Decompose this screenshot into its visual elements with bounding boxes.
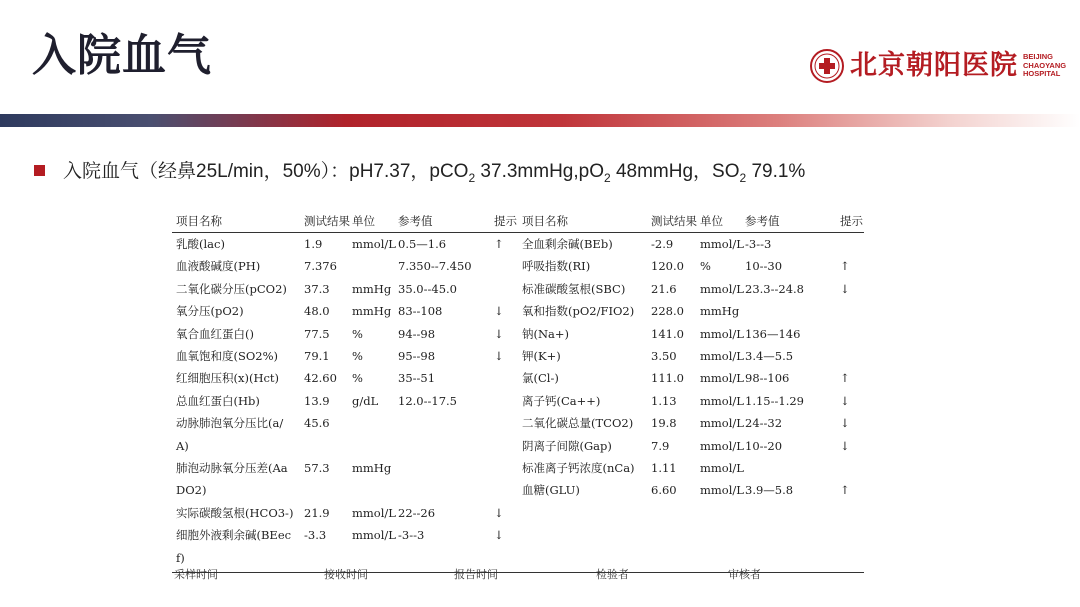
cell-ref: 23.3--24.8 <box>745 281 804 296</box>
cell-name: 血液酸碱度(PH) <box>176 259 261 274</box>
cell-unit: mmol/L <box>700 237 744 251</box>
header-gradient-bar <box>0 114 1080 127</box>
header-reference: 参考值 <box>745 214 780 228</box>
cell-name: 血氧饱和度(SO2%) <box>176 349 279 363</box>
bullet-square-icon <box>34 165 45 176</box>
header-flag: 提示 <box>494 214 517 228</box>
header-item-name: 项目名称 <box>176 214 222 228</box>
cell-name: 乳酸(lac) <box>176 237 225 251</box>
footer-cut-label: 报告时间 <box>454 568 498 581</box>
cell-unit: % <box>700 259 711 274</box>
cell-result: 19.8 <box>651 416 677 431</box>
report-header-row <box>172 212 864 233</box>
flag-down-icon: ↓ <box>840 416 850 431</box>
flag-down-icon: ↓ <box>494 304 504 319</box>
cell-result: 141.0 <box>651 326 684 341</box>
cell-ref: 95--98 <box>398 349 436 363</box>
flag-down-icon: ↓ <box>840 438 850 453</box>
cell-result: 6.60 <box>651 483 677 498</box>
cell-result: 79.1 <box>304 349 330 363</box>
flag-down-icon: ↓ <box>494 505 504 520</box>
cell-name: 二氧化碳总量(TCO2) <box>522 416 634 431</box>
cell-result: 120.0 <box>651 259 684 274</box>
flag-down-icon: ↓ <box>494 326 504 341</box>
header-unit: 单位 <box>700 214 723 228</box>
cell-result: 7.9 <box>651 438 670 453</box>
cell-unit: mmol/L <box>700 349 744 363</box>
header-result: 测试结果 <box>304 214 350 228</box>
cell-name: DO2) <box>176 483 207 498</box>
cell-ref: 7.350--7.450 <box>398 259 472 274</box>
cell-result: 1.11 <box>651 461 677 475</box>
flag-down-icon: ↓ <box>840 281 850 296</box>
cell-unit: mmol/L <box>352 528 396 543</box>
cell-result: 57.3 <box>304 461 330 475</box>
cell-result: 111.0 <box>651 371 684 386</box>
cell-ref: 3.9—5.8 <box>745 483 794 498</box>
cell-unit: mmol/L <box>700 281 744 296</box>
cell-ref: 35.0--45.0 <box>398 281 457 296</box>
cell-name: 氧和指数(pO2/FIO2) <box>522 304 635 319</box>
cell-name: 细胞外液剩余碱(BEec <box>176 528 292 543</box>
cell-result: 21.9 <box>304 505 330 520</box>
cell-name: 钾(K+) <box>522 349 561 363</box>
cell-ref: 1.15--1.29 <box>745 393 804 408</box>
cell-ref: -3--3 <box>398 528 425 543</box>
cell-unit: % <box>352 349 363 363</box>
cell-name: 阴离子间隙(Gap) <box>522 438 612 453</box>
page-title: 入院血气 <box>32 30 212 81</box>
cell-unit: mmol/L <box>352 237 396 251</box>
flag-up-icon: ↑ <box>494 237 504 251</box>
hospital-name-chinese: 北京朝阳医院 <box>850 50 1018 81</box>
cell-name: 氯(Cl-) <box>522 371 559 386</box>
cell-result: 42.60 <box>304 371 337 386</box>
cell-name: f) <box>176 550 185 565</box>
cell-name: 动脉肺泡氧分压比(a/ <box>176 416 284 431</box>
cell-ref: 10--30 <box>745 259 783 274</box>
cell-name: 标准离子钙浓度(nCa) <box>522 461 635 475</box>
cell-unit: mmol/L <box>700 326 744 341</box>
cell-unit: mmHg <box>352 461 392 475</box>
cell-name: 氧合血红蛋白() <box>176 326 254 341</box>
cell-result: 3.50 <box>651 349 677 363</box>
flag-up-icon: ↑ <box>840 371 850 386</box>
header-flag: 提示 <box>840 214 863 228</box>
hospital-name-english: BEIJING CHAOYANG HOSPITAL <box>1023 52 1067 79</box>
flag-down-icon: ↓ <box>840 393 850 408</box>
cell-result: 37.3 <box>304 281 330 296</box>
cell-unit: % <box>352 371 363 386</box>
cell-name: 标准碳酸氢根(SBC) <box>522 281 626 296</box>
footer-cut-label: 审核者 <box>728 568 761 581</box>
blood-gas-report <box>172 210 864 581</box>
cell-name: 钠(Na+) <box>522 326 570 341</box>
cell-unit: mmol/L <box>700 461 744 475</box>
hospital-logo <box>810 46 1066 86</box>
cell-name: 红细胞压积(x)(Hct) <box>176 371 280 386</box>
cell-ref: 0.5—1.6 <box>398 237 447 251</box>
header-unit: 单位 <box>352 214 375 228</box>
cell-result: -3.3 <box>304 528 327 543</box>
bullet-summary <box>34 156 805 185</box>
footer-cut-label: 接收时间 <box>324 568 368 581</box>
cell-name: A) <box>176 438 189 453</box>
cell-unit: mmol/L <box>700 416 744 431</box>
flag-up-icon: ↑ <box>840 259 850 274</box>
cell-unit: mmol/L <box>700 438 744 453</box>
cell-name: 离子钙(Ca++) <box>522 393 601 408</box>
cell-unit: mmol/L <box>700 483 744 498</box>
cell-ref: 24--32 <box>745 416 783 431</box>
cell-ref: -3--3 <box>745 237 772 251</box>
cell-ref: 12.0--17.5 <box>398 393 457 408</box>
cell-unit: % <box>352 326 363 341</box>
cell-unit: mmol/L <box>352 505 396 520</box>
cell-unit: mmHg <box>352 304 392 319</box>
summary-text: 入院血气（经鼻25L/min，50%）：pH7.37，pCO$_2$ $37.3mmHg,pO_2$ 48mmHg，$SO_2$ 79.1% <box>63 161 806 185</box>
cell-name: 总血红蛋白(Hb) <box>176 393 260 408</box>
cell-name: 二氧化碳分压(pCO2) <box>176 281 287 296</box>
cell-ref: 10--20 <box>745 438 783 453</box>
report-footer-cut-off <box>172 568 864 581</box>
cell-result: 21.6 <box>651 281 677 296</box>
cell-result: 1.13 <box>651 393 677 408</box>
cell-result: 45.6 <box>304 416 330 431</box>
header-item-name: 项目名称 <box>522 214 568 228</box>
cell-name: 实际碳酸氢根(HCO3-) <box>176 505 294 520</box>
cell-ref: 83--108 <box>398 304 443 319</box>
flag-down-icon: ↓ <box>494 528 504 543</box>
cell-ref: 94--98 <box>398 326 436 341</box>
header-result: 测试结果 <box>651 214 697 228</box>
cell-name: 氧分压(pO2) <box>176 304 244 319</box>
cell-result: 1.9 <box>304 237 323 251</box>
cell-name: 肺泡动脉氧分压差(Aa <box>176 461 288 475</box>
cell-ref: 3.4—5.5 <box>745 349 794 363</box>
cell-unit: mmol/L <box>700 393 744 408</box>
cell-result: 7.376 <box>304 259 337 274</box>
cell-unit: mmHg <box>352 281 392 296</box>
hospital-emblem-icon <box>810 49 844 83</box>
flag-up-icon: ↑ <box>840 483 850 498</box>
cell-ref: 22--26 <box>398 505 436 520</box>
cell-name: 血糖(GLU) <box>522 483 580 498</box>
cell-result: 228.0 <box>651 304 684 319</box>
footer-cut-label: 检验者 <box>596 568 629 581</box>
cell-unit: mmol/L <box>700 371 744 386</box>
cell-name: 全血剩余碱(BEb) <box>522 237 613 251</box>
cell-name: 呼吸指数(RI) <box>522 259 591 274</box>
cell-unit: g/dL <box>352 393 379 408</box>
footer-cut-label: 采样时间 <box>174 568 218 581</box>
cell-result: 48.0 <box>304 304 330 319</box>
cell-ref: 136—146 <box>745 326 801 341</box>
cell-unit: mmHg <box>700 304 740 319</box>
cell-result: 77.5 <box>304 326 330 341</box>
flag-down-icon: ↓ <box>494 349 504 363</box>
cell-result: 13.9 <box>304 393 330 408</box>
header-reference: 参考值 <box>398 214 433 228</box>
cell-ref: 98--106 <box>745 371 790 386</box>
cell-result: -2.9 <box>651 237 674 251</box>
cell-ref: 35--51 <box>398 371 436 386</box>
